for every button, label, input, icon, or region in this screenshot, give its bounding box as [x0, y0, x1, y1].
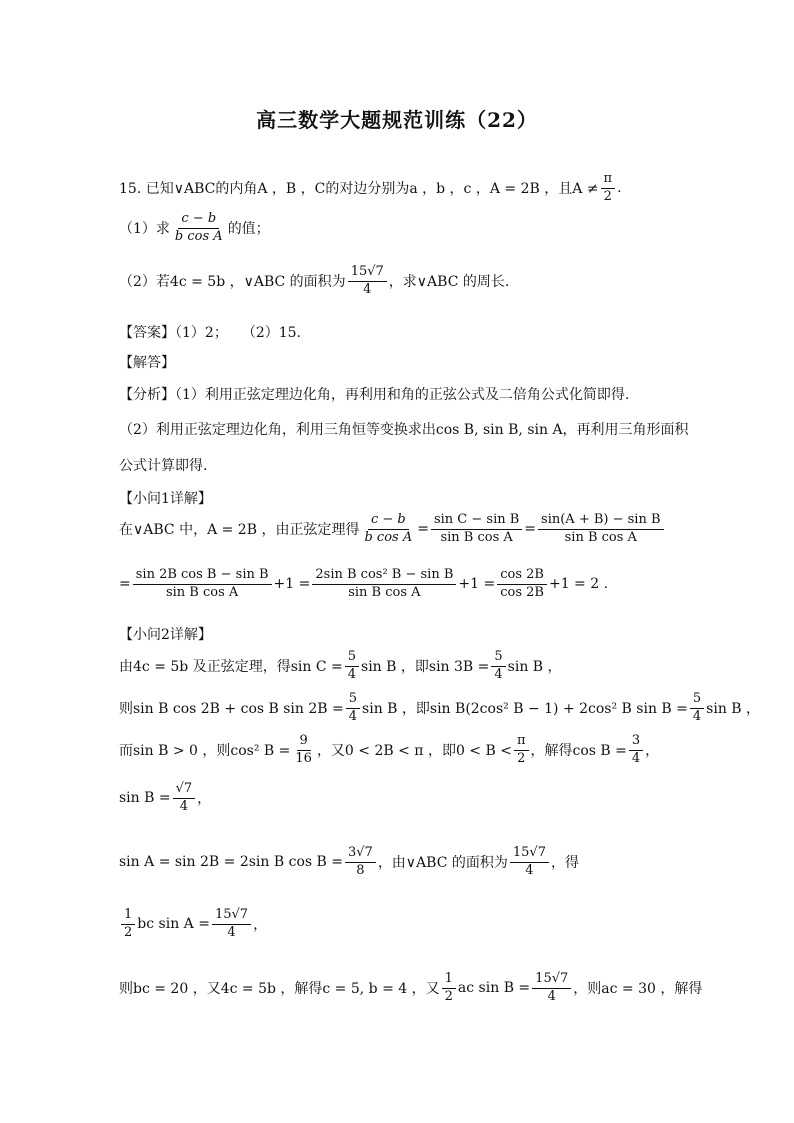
fraction: [133, 568, 272, 601]
text: ，解得cos B =: [530, 743, 627, 760]
problem-line-1: [119, 172, 622, 205]
frac-num: 5: [690, 692, 704, 709]
page-title: 高三数学大题规范训练（22）: [256, 108, 538, 132]
analysis-line-1: 【分析】（1）利用正弦定理边化角，再利用和角的正弦公式及二倍角公式化简即得.: [119, 387, 630, 403]
text: 由4c = 5b 及正弦定理，得sin C =: [119, 659, 343, 676]
text: ，又0 < 2B < π ，即0 < B <: [316, 743, 512, 760]
frac-num: 3√7: [345, 846, 376, 863]
plus-one: +1 =: [273, 576, 311, 593]
text: ，则ac = 30 ，解得: [573, 981, 703, 998]
frac-den: 4: [179, 798, 189, 814]
fraction: [442, 972, 456, 1005]
fraction: [345, 846, 376, 879]
solution-2-line-4: [119, 782, 211, 815]
fraction: [431, 513, 522, 546]
frac-den: b cos A: [174, 228, 223, 244]
solution-2-line-3: [119, 734, 659, 767]
frac-den: 2: [517, 750, 526, 766]
fraction: [491, 650, 505, 683]
frac-den: 4: [363, 281, 372, 297]
frac-num: 15√7: [532, 972, 571, 989]
frac-num: 1: [121, 908, 135, 925]
frac-den: sin B cos A: [165, 584, 239, 600]
fraction: [514, 734, 529, 767]
frac-den: 4: [348, 708, 358, 724]
text: ，得: [551, 855, 579, 872]
frac-num: 5: [345, 650, 359, 667]
text: sin B ，: [507, 659, 562, 676]
solution-header: 【解答】: [119, 355, 175, 371]
text: ，: [645, 743, 660, 760]
frac-den: 4: [547, 988, 556, 1004]
equals: =: [417, 521, 429, 538]
frac-num: sin(A + B) − sin B: [538, 513, 664, 530]
text: bc sin A =: [137, 916, 210, 933]
fraction: [312, 568, 456, 601]
period: .: [617, 180, 622, 197]
fraction-q1: [172, 212, 226, 245]
solution-2-line-1: [119, 650, 562, 683]
equals: =: [119, 576, 131, 593]
frac-num: cos 2B: [497, 568, 547, 585]
frac-den: 2: [124, 924, 133, 940]
fraction: [361, 513, 415, 546]
text: ，: [253, 917, 268, 934]
frac-num: sin C − sin B: [431, 513, 522, 530]
text: ，: [197, 791, 212, 808]
frac-den: 2: [444, 988, 453, 1004]
text: 而sin B > 0 ，则cos² B =: [119, 743, 291, 760]
frac-num: π: [601, 172, 616, 189]
fraction: [532, 972, 571, 1005]
frac-num: 3: [629, 734, 643, 751]
solution-1-line-1: [119, 513, 666, 546]
text: 在∨ABC 中，A = 2B ，由正弦定理得: [119, 522, 360, 539]
text: 则sin B cos 2B + cos B sin 2B =: [119, 701, 344, 718]
frac-num: 15√7: [348, 265, 387, 282]
fraction: [212, 908, 251, 941]
solution-2-line-6: [119, 908, 267, 941]
frac-num: 1: [442, 972, 456, 989]
frac-num: sin 2B cos B − sin B: [133, 568, 272, 585]
text: ac sin B =: [457, 980, 531, 997]
question-2: [119, 265, 509, 298]
text: sin A = sin 2B = 2sin B cos B =: [119, 854, 343, 871]
text: ，由∨ABC 的面积为: [377, 855, 508, 872]
frac-num: π: [514, 734, 529, 751]
solution-2-line-7: [119, 972, 702, 1005]
q2-text-end: ，求∨ABC 的周长.: [388, 274, 510, 291]
problem-text: 15. 已知∨ABC的内角A ，B ，C的对边分别为a ，b ，c ，A = 2B ，且A ≠: [119, 181, 599, 198]
fraction-pi-over-2: [601, 172, 616, 205]
q1-text: 的值；: [227, 221, 270, 238]
frac-den: 4: [631, 750, 641, 766]
sub-question-2-header: 【小问2详解】: [119, 627, 212, 643]
question-1: [119, 212, 270, 245]
analysis-line-3: 公式计算即得.: [119, 458, 208, 474]
frac-den: sin B cos A: [564, 529, 637, 545]
solution-1-line-2: [119, 568, 608, 601]
frac-num: 15√7: [212, 908, 251, 925]
fraction: [346, 692, 360, 725]
answer-line: 【答案】（1）2； （2）15.: [119, 325, 301, 341]
frac-den: 2: [603, 188, 612, 204]
frac-num: 15√7: [510, 846, 549, 863]
result: +1 = 2 .: [548, 576, 609, 593]
frac-den: cos 2B: [500, 584, 544, 600]
fraction: [121, 908, 135, 941]
frac-num: c − b: [178, 212, 219, 229]
frac-num: 5: [491, 650, 505, 667]
text: 则bc = 20 ，又4c = 5b ，解得c = 5, b = 4 ，又: [119, 981, 440, 998]
q1-label: （1）求: [119, 221, 170, 238]
fraction: [538, 513, 664, 546]
frac-den: b cos A: [364, 529, 413, 545]
frac-den: 8: [356, 862, 365, 878]
fraction: [345, 650, 359, 683]
frac-den: sin B cos A: [440, 529, 513, 545]
frac-den: 4: [227, 924, 236, 940]
plus-one: +1 =: [458, 576, 496, 593]
solution-2-line-5: [119, 846, 579, 879]
equals: =: [524, 521, 537, 538]
frac-num: 9: [297, 734, 311, 751]
fraction: [629, 734, 643, 767]
q2-text: （2）若4c = 5b ，∨ABC 的面积为: [119, 274, 346, 291]
fraction: [510, 846, 549, 879]
frac-num: 5: [346, 692, 360, 709]
text: sin B ，即sin 3B =: [361, 659, 490, 676]
sub-question-1-header: 【小问1详解】: [119, 491, 212, 507]
frac-den: 4: [494, 666, 503, 682]
fraction: [173, 782, 196, 815]
text: sin B ，: [706, 701, 761, 718]
frac-den: sin B cos A: [348, 584, 421, 600]
frac-num: √7: [173, 782, 196, 799]
fraction: [690, 692, 704, 725]
fraction-area: [348, 265, 387, 298]
analysis-line-2: （2）利用正弦定理边化角，利用三角恒等变换求出cos B, sin B, sin A，再利用三角形面积: [119, 422, 689, 438]
frac-num: 2sin B cos² B − sin B: [312, 568, 456, 585]
frac-den: 4: [347, 666, 357, 682]
frac-den: 16: [295, 750, 312, 766]
frac-den: 4: [525, 862, 534, 878]
text: sin B ，即sin B(2cos² B − 1) + 2cos² B sin B =: [362, 701, 688, 718]
fraction: [497, 568, 547, 601]
fraction: [292, 734, 315, 767]
frac-num: c − b: [368, 513, 409, 530]
solution-2-line-2: [119, 692, 760, 725]
text: sin B =: [119, 790, 171, 807]
frac-den: 4: [692, 708, 702, 724]
